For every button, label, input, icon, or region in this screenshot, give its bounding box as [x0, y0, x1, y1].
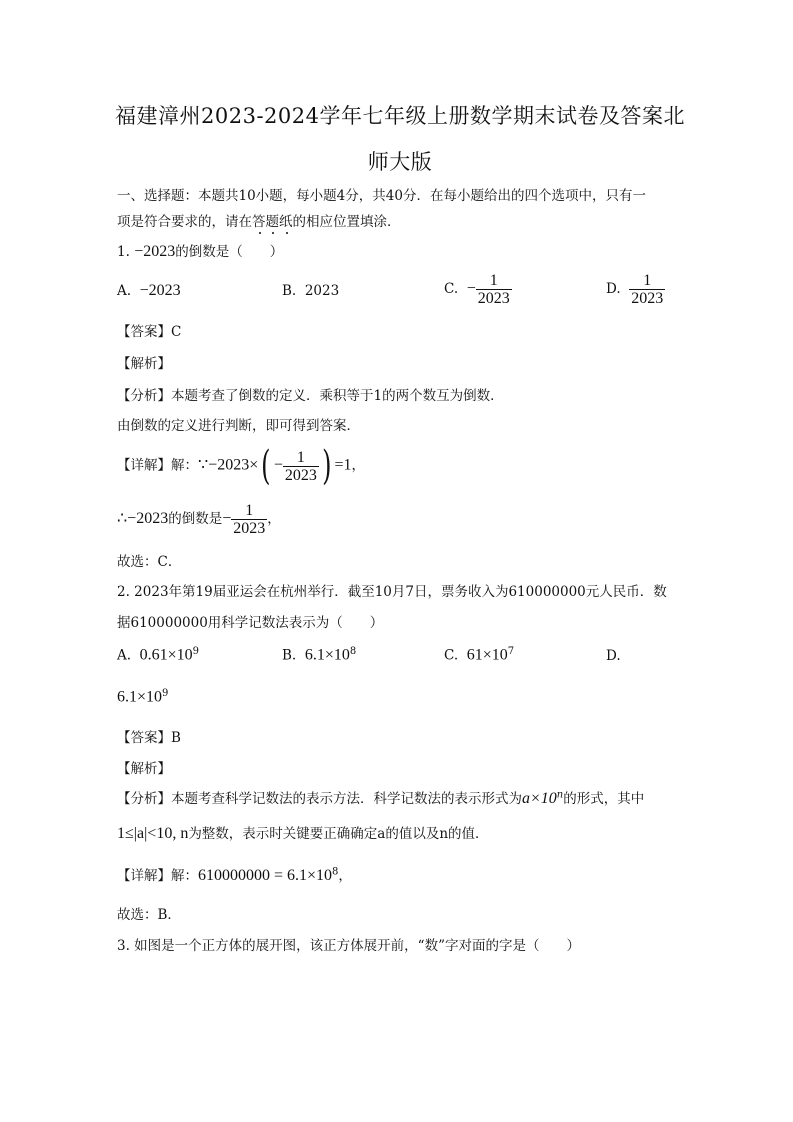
q1-option-a: A. −2023 [117, 282, 181, 299]
q1-therefore: ∴−2023的倒数是− $\frac{1}{2023}$ ， [117, 502, 281, 537]
q2-option-b: B. $6.1\times 10^8$ [282, 646, 357, 664]
q2-detail: 【详解】解：$610000000 = 6.1\times 10^8$， [117, 866, 352, 884]
q2-analysis-head: 【解析】 [117, 761, 171, 777]
q2-option-d: D. [606, 648, 621, 664]
q2-fenxi: 【分析】本题考查科学记数法的表示方法．科学记数法的表示形式为$a\times 10^n$的形式，其中 [117, 789, 645, 807]
question-3: 3. 如图是一个正方体的展开图，该正方体展开前，“数”字对面的字是（ ） [117, 938, 580, 954]
q2-option-a: A. $0.61\times 10^9$ [117, 646, 200, 664]
q1-option-b: B. 2023 [282, 283, 340, 299]
q2-option-d-value: $6.1\times 10^9$ [117, 688, 169, 706]
q2-answer: 【答案】B [117, 730, 181, 746]
question-1: 1. −2023的倒数是（ ） [117, 243, 284, 260]
section-instruction-line2: 项是符合要求的，请在答题纸的相应位置填涂． [117, 214, 401, 230]
page-title-line2: 师大版 [367, 150, 433, 174]
q1-option-c: C. − $\frac{1}{2023}$ [444, 272, 510, 307]
q1-analysis-head: 【解析】 [117, 356, 171, 372]
q1-answer: 【答案】C [117, 324, 182, 340]
q2-option-c: C. $61\times 10^7$ [444, 646, 515, 664]
q1-detail: 【详解】解：∵−2023×( − $\frac{1}{2023}$ ) =1， [117, 443, 366, 489]
question-2: 2. 2023年第19届亚运会在杭州举行．截至10月7日，票务收入为610000000元人民币．数 [117, 584, 667, 600]
q2-condition: 1≤|a|<10, n为整数，表示时关键要正确确定a的值以及n的值． [117, 825, 489, 842]
section-instruction: 一、选择题：本题共10小题，每小题4分，共40分．在每小题给出的四个选项中，只有一 [117, 188, 646, 204]
question-2-line2: 据610000000用科学记数法表示为（ ） [117, 615, 384, 631]
q1-choose: 故选：C． [117, 554, 182, 570]
q1-fenxi2: 由倒数的定义进行判断，即可得到答案． [117, 418, 360, 434]
q2-choose: 故选：B． [117, 907, 181, 923]
q1-option-d: D. $\frac{1}{2023}$ [606, 272, 664, 307]
page-title: 福建漳州2023-2024学年七年级上册数学期末试卷及答案北 [115, 104, 685, 128]
q1-fenxi: 【分析】本题考查了倒数的定义．乘积等于1的两个数互为倒数． [117, 388, 504, 404]
